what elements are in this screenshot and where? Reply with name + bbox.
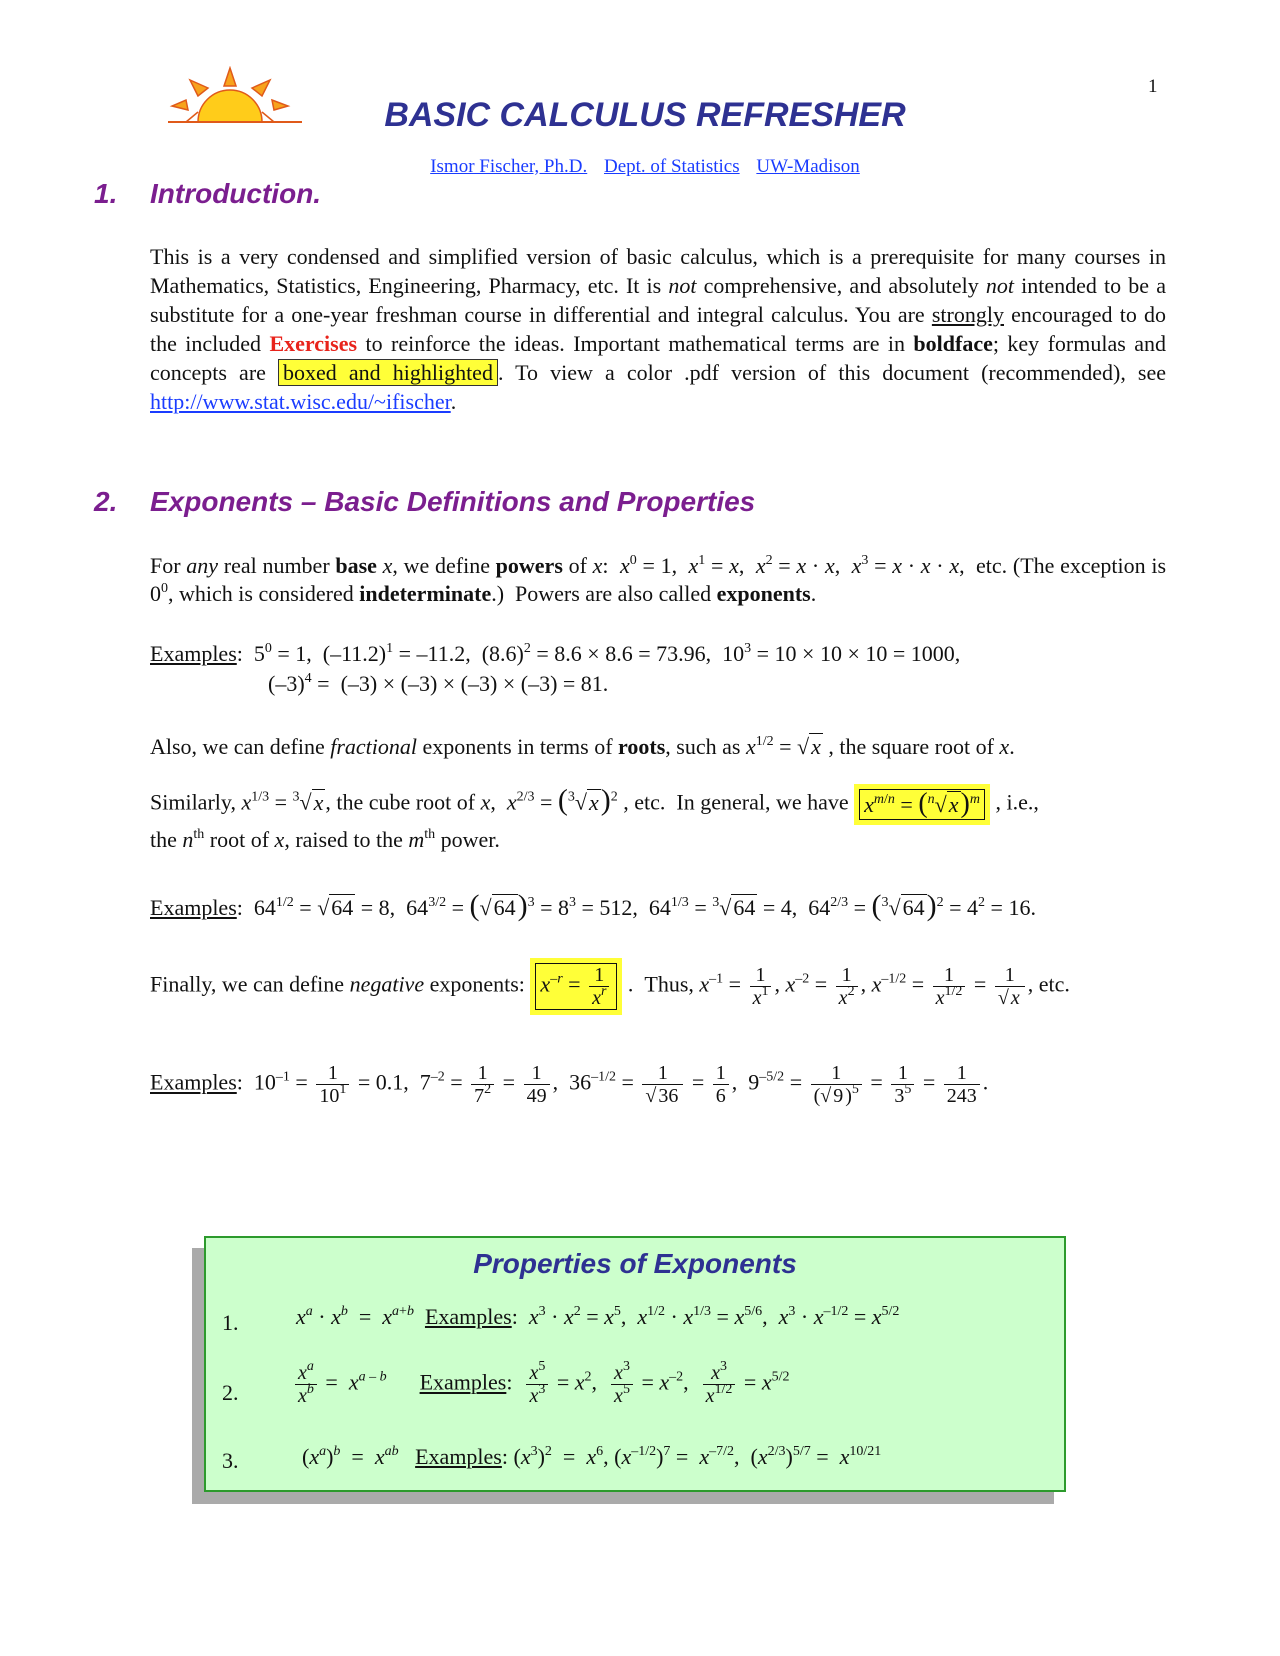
powers-definition: For any real number base x, we define powers of x: $x^0 = 1$, $x^1 = x$, $x^2 = x \cdot x$, $x^3 = x \cdot x \cdot x$, etc. (The exception is $0^0$, which is considered indeterminate.) Powers are also called exponents. <box>150 553 1167 606</box>
examples-negative: Examples: $10^{-1}$ = $\frac{1}{10^1}$ = 0.1, $7^{-2}$ = $\frac{1}{7^2}$ = $\frac{1}{49}$ , $36^{-1/2}$ = $\frac{1}{√ 36}$ = $\frac{1}{6}$ , $9^{-5/2}$ = $\frac{1}{(√ 9 )^5}$ = $\frac{1}{3^5}$ = $\frac{1}{243}$ . <box>150 1062 989 1107</box>
page-number: 1 <box>1148 76 1158 97</box>
school-link[interactable]: UW-Madison <box>756 156 860 177</box>
byline <box>0 156 1280 178</box>
cube-root-line: Similarly, $x^{1/3} = ^3√x$, the cube root of x, $x^{2/3} = (^3√x)^2$ , etc. In general, we have $x^{m/n} = (^n√x)^m$ , i.e., <box>150 784 1039 825</box>
intro-paragraph: This is a very condensed and simplified version of basic calculus, which is a prerequisite for many courses in Mathematics, Statistics, Engineering, Pharmacy, etc. It is not comprehensive, and absolutely not intended to be a substitute for a one-year freshman course in differential and integral calculus. You are strongly encouraged to do the included Exercises to reinforce the ideas. Important mathematical terms are in boldface; key formulas and concepts are boxed and highlighted . To view a color .pdf version of this document (recommended), see http://www.stat.wisc.edu/~ifischer. <box>150 244 1167 414</box>
department-link[interactable]: Dept. of Statistics <box>603 156 740 177</box>
highlight-sample: boxed and highlighted <box>278 359 498 386</box>
negative-exponent-box: $x^{-r}$ = $\frac{1}{x^r}$ <box>530 958 622 1015</box>
page-title: BASIC CALCULUS REFRESHER <box>384 96 906 134</box>
property-3-number: 3. <box>222 1448 239 1473</box>
examples-powers-2: $(-3)^4 = (-3) \times (-3) \times (-3) \times (-3) = 81$. <box>268 671 609 696</box>
property-3: $(x^a)^b = x^{ab}$ Examples: $(x^3)^2 = x^6$, $(x^{-1/2})^7 = x^{-7/2}$, $(x^{2/3})^{5/7} = x^{10/21}$ <box>302 1444 882 1469</box>
examples-roots: Examples: $64^{1/2} = √64 = 8$, $64^{3/2} = (√64)^3 = 8^3 = 512$, $64^{1/3} = ^3√64 = 4$, $64^{2/3} = (^3√64)^2 = 4^2 = 16$. <box>150 889 1036 922</box>
section-2-title: Exponents – Basic Definitions and Properties <box>150 486 756 517</box>
negative-exponents: Finally, we can define negative exponents: $x^{-r}$ = $\frac{1}{x^r}$ . Thus, $x^{-1}$ = $\frac{1}{x^1}$ , $x^{-2}$ = $\frac{1}{x^2}$ , $x^{-1/2}$ = $\frac{1}{x^{1/2}}$ = $\frac{1}{√ x}$ , etc. <box>150 958 1070 1015</box>
nth-root-text: the $n^{th}$ root of x, raised to the $m^{th}$ power. <box>150 827 500 852</box>
general-root-formula-box: $x^{m/n} = (^n√x)^m$ <box>854 784 990 825</box>
property-2: $\frac{x^a}{x^b}$ = $x^{a - b}$ Examples: $\frac{x^5}{x^3}$ = $x^2$, $\frac{x^3}{x^5}$ = $x^{-2}$, $\frac{x^3}{x^{1/2}}$ = $x^{5/2}$ <box>292 1362 789 1407</box>
property-1: $x^a \cdot x^b = x^{a+b}$ Examples: $x^3 \cdot x^2 = x^5$, $x^{1/2} \cdot x^{1/3} = x^{5/6}$, $x^3 \cdot x^{-1/2} = x^{5/2}$ <box>296 1304 900 1329</box>
fractional-exponents: Also, we can define fractional exponents in terms of roots, such as $x^{1/2} = √x$ , the square root of x. <box>150 734 1015 759</box>
exercises-term: Exercises <box>269 331 358 356</box>
section-1-number: 1. <box>94 178 118 209</box>
property-2-number: 2. <box>222 1380 239 1405</box>
author-link[interactable]: Ismor Fischer, Ph.D. <box>430 156 588 177</box>
properties-title: Properties of Exponents <box>473 1248 797 1279</box>
examples-powers: Examples: $5^0 = 1$, $(-11.2)^1 = -11.2$, $(8.6)^2 = 8.6 \times 8.6 = 73.96$, $10^3 = 10 \times 10 \times 10 = 1000$, <box>150 641 961 666</box>
section-1-title: Introduction. <box>150 178 322 209</box>
property-1-number: 1. <box>222 1310 239 1335</box>
pdf-url-link[interactable]: http://www.stat.wisc.edu/~ifischer <box>150 389 451 414</box>
section-2-number: 2. <box>94 486 118 517</box>
